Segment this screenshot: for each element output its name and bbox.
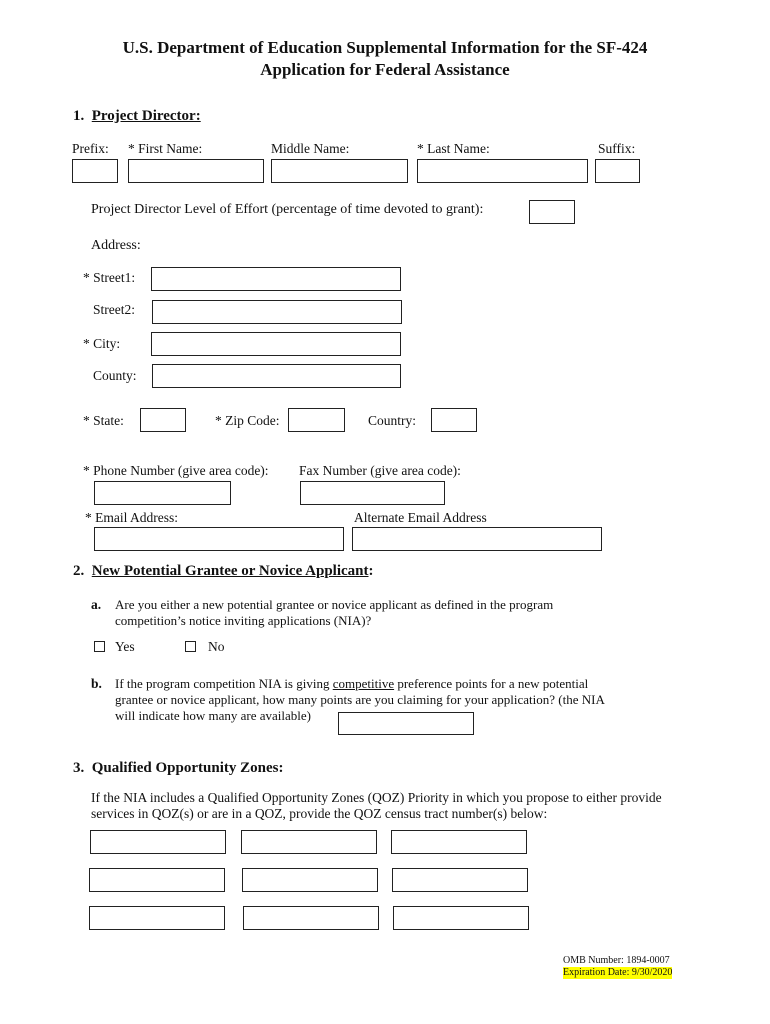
state-field[interactable] [140, 408, 186, 432]
section2-number: 2. [73, 563, 85, 579]
section3-line2: services in QOZ(s) or are in a QOZ, provide the QOZ census tract number(s) below: [91, 806, 548, 821]
alt-email-field[interactable] [352, 527, 602, 551]
county-label: County: [93, 368, 137, 383]
state-label: * State: [83, 413, 124, 428]
first-name-label: * First Name: [128, 141, 203, 156]
form-title-line2: Application for Federal Assistance [260, 60, 510, 79]
question-2b-label: b. [91, 676, 102, 691]
country-label: Country: [368, 413, 417, 428]
question-2b-line3: will indicate how many are available) [115, 708, 312, 723]
city-field[interactable] [151, 332, 401, 356]
county-field[interactable] [152, 364, 401, 388]
section3-line1: If the NIA includes a Qualified Opportunity Zones (QOZ) Priority in which you propose to either provide [91, 790, 662, 805]
section3-title: Qualified Opportunity Zones: [91, 760, 284, 776]
first-name-field[interactable] [128, 159, 264, 183]
phone-label: * Phone Number (give area code): [83, 463, 269, 478]
section1-heading [73, 108, 201, 125]
middle-name-field[interactable] [271, 159, 408, 183]
country-field[interactable] [431, 408, 477, 432]
qoz-tract-field[interactable] [89, 868, 225, 892]
question-2a-line2: competition’s notice inviting applications (NIA)? [115, 613, 372, 628]
qoz-tract-field[interactable] [242, 868, 378, 892]
street2-label: Street2: [93, 302, 135, 317]
expiration-date: Expiration Date: 9/30/2020 [563, 967, 673, 978]
question-2b-underlined-word: competitive [332, 676, 395, 691]
level-of-effort-field[interactable] [529, 200, 575, 224]
section1-number: 1. [73, 108, 85, 124]
suffix-field[interactable] [595, 159, 640, 183]
last-name-field[interactable] [417, 159, 588, 183]
city-label: * City: [83, 336, 121, 351]
question-2a-line1: Are you either a new potential grantee or novice applicant as defined in the program [115, 597, 554, 612]
email-label: * Email Address: [85, 510, 178, 525]
section3-number: 3. [73, 760, 85, 776]
yes-checkbox[interactable] [94, 641, 105, 652]
qoz-tract-field[interactable] [393, 906, 529, 930]
level-of-effort-label: Project Director Level of Effort (percentage of time devoted to grant): [91, 202, 484, 217]
section3-description [91, 790, 662, 822]
omb-number: OMB Number: 1894-0007 [563, 955, 670, 966]
no-label: No [208, 639, 225, 654]
address-label: Address: [91, 238, 141, 253]
street1-label: * Street1: [83, 270, 136, 285]
qoz-tract-field[interactable] [391, 830, 527, 854]
prefix-label: Prefix: [72, 141, 109, 156]
form-title-line1: U.S. Department of Education Supplemental Information for the SF-424 [122, 38, 648, 57]
suffix-label: Suffix: [598, 141, 636, 156]
question-2b-line2: grantee or novice applicant, how many points are you claiming for your application? (the NIA [115, 692, 605, 707]
street2-field[interactable] [152, 300, 402, 324]
no-checkbox[interactable] [185, 641, 196, 652]
section2-heading [73, 563, 374, 580]
zip-label: * Zip Code: [215, 413, 280, 428]
yes-label: Yes [115, 639, 135, 654]
qoz-tract-field[interactable] [243, 906, 379, 930]
zip-field[interactable] [288, 408, 345, 432]
question-2a-label: a. [91, 597, 102, 612]
phone-field[interactable] [94, 481, 231, 505]
qoz-tract-field[interactable] [392, 868, 528, 892]
middle-name-label: Middle Name: [271, 141, 350, 156]
email-field[interactable] [94, 527, 344, 551]
section2-colon: : [368, 563, 374, 579]
qoz-tract-field[interactable] [89, 906, 225, 930]
section2-title: New Potential Grantee or Novice Applicant [91, 563, 369, 579]
prefix-field[interactable] [72, 159, 118, 183]
qoz-tract-field[interactable] [90, 830, 226, 854]
section1-title: Project Director: [91, 108, 201, 124]
qoz-tract-field[interactable] [241, 830, 377, 854]
question-2b-line1 [115, 676, 605, 692]
section3-heading [73, 760, 283, 777]
last-name-label: * Last Name: [417, 141, 490, 156]
street1-field[interactable] [151, 267, 401, 291]
question-2a-text [115, 597, 553, 629]
alt-email-label: Alternate Email Address [354, 510, 487, 525]
fax-label: Fax Number (give area code): [299, 463, 461, 478]
question-2b-line1-pre: If the program competition NIA is giving [115, 676, 333, 691]
points-claimed-field[interactable] [338, 712, 474, 735]
question-2b-line1-post: preference points for a new potential [394, 676, 589, 691]
fax-field[interactable] [300, 481, 445, 505]
